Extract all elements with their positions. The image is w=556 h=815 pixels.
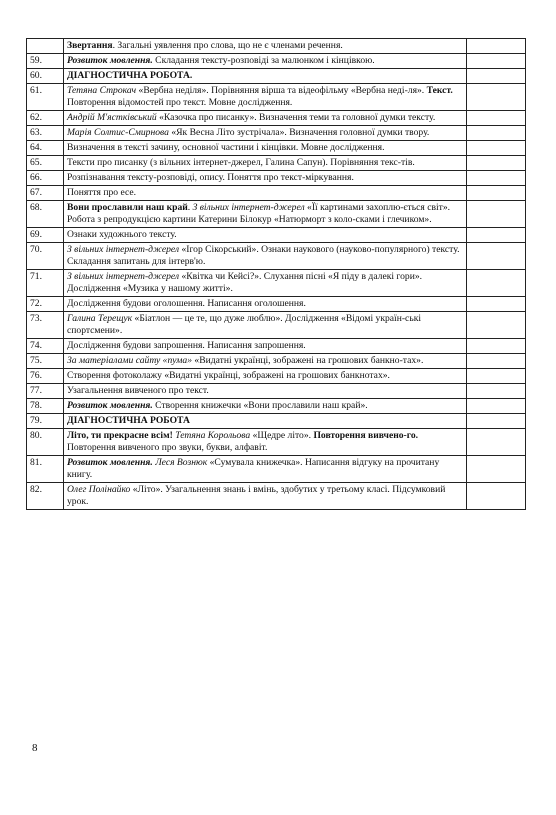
page-number: 8 (32, 742, 38, 754)
table-row (27, 156, 526, 171)
lesson-number: 81. (27, 456, 64, 483)
table-row (27, 243, 526, 270)
lesson-number: 78. (27, 399, 64, 414)
notes-cell (467, 297, 526, 312)
topic-text-segment: «Видатні українці, зображені на грошових банкно-тах». (192, 355, 424, 366)
lesson-topic (64, 228, 467, 243)
table-row (27, 54, 526, 69)
topic-text-segment: З вільних інтернет-джерел (192, 202, 305, 213)
topic-text-segment: Дослідження будови запрошення. Написання запрошення. (67, 340, 306, 351)
table-row (27, 354, 526, 369)
topic-text-segment: Повторення вивченого про звуки, букви, алфавіт. (67, 442, 268, 453)
table-row (27, 84, 526, 111)
table-row (27, 483, 526, 510)
table-row (27, 456, 526, 483)
topic-text-segment: Дослідження будови оголошення. Написання оголошення. (67, 298, 306, 309)
topic-text-segment: . Загальні уявлення про слова, що не є членами речення. (112, 40, 343, 51)
lesson-number: 69. (27, 228, 64, 243)
lesson-topic (64, 369, 467, 384)
topic-text-segment: Розвиток мовлення. (67, 55, 153, 66)
topic-text-segment: Вони прославили наш край (67, 202, 188, 213)
table-row (27, 228, 526, 243)
table-row (27, 399, 526, 414)
topic-text-segment: Леся Вознюк (155, 457, 208, 468)
lesson-topic (64, 126, 467, 141)
lesson-number: 61. (27, 84, 64, 111)
topic-text-segment: Тексти про писанку (з вільних інтернет-джерел, Галина Сапун). Порівняння текс-тів. (67, 157, 415, 168)
topic-text-segment: ДІАГНОСТИЧНА РОБОТА (67, 415, 190, 426)
notes-cell (467, 111, 526, 126)
lesson-topic (64, 54, 467, 69)
notes-cell (467, 126, 526, 141)
table-row (27, 201, 526, 228)
topic-text-segment: Визначення в тексті зачину, основної частини і кінцівки. Мовне дослідження. (67, 142, 385, 153)
lesson-topic (64, 429, 467, 456)
lesson-number: 59. (27, 54, 64, 69)
lesson-number: 68. (27, 201, 64, 228)
notes-cell (467, 141, 526, 156)
table-row (27, 297, 526, 312)
topic-text-segment: Літо, ти прекрасне всім! (67, 430, 173, 441)
lesson-number: 63. (27, 126, 64, 141)
notes-cell (467, 414, 526, 429)
lesson-topic (64, 201, 467, 228)
topic-text-segment: З вільних інтернет-джерел (67, 244, 180, 255)
table-row (27, 171, 526, 186)
topic-text-segment: Поняття про есе. (67, 187, 136, 198)
table-row (27, 39, 526, 54)
topic-text-segment: Галина Терещук (67, 313, 133, 324)
topic-text-segment: «Щедре літо». (250, 430, 314, 441)
table-row (27, 141, 526, 156)
lesson-topic (64, 354, 467, 369)
lesson-number: 64. (27, 141, 64, 156)
notes-cell (467, 399, 526, 414)
topic-text-segment: Звертання (67, 40, 113, 51)
lesson-topic (64, 156, 467, 171)
topic-text-segment: . (187, 202, 193, 213)
notes-cell (467, 54, 526, 69)
lesson-number: 79. (27, 414, 64, 429)
topic-text-segment: «Квітка чи Кейсі?». Слухання пісні «Я піду в далекі гори». Дослідження «Музика у нашому житті». (67, 271, 423, 294)
topic-text-segment: «Як Весна Літо зустрічала». Визначення головної думки твору. (168, 127, 430, 138)
table-row (27, 111, 526, 126)
topic-text-segment: Створення фотоколажу «Видатні українці, зображені на грошових банкнотах». (67, 370, 390, 381)
notes-cell (467, 186, 526, 201)
notes-cell (467, 312, 526, 339)
lesson-topic (64, 384, 467, 399)
topic-text-segment: «Казочка про писанку». Визначення теми та головної думки тексту. (156, 112, 436, 123)
topic-text-segment: Створення книжечки «Вони прославили наш край». (152, 400, 368, 411)
notes-cell (467, 156, 526, 171)
notes-cell (467, 84, 526, 111)
topic-text-segment: Текст. (426, 85, 453, 96)
table-row (27, 339, 526, 354)
notes-cell (467, 243, 526, 270)
table-row (27, 126, 526, 141)
lesson-number: 66. (27, 171, 64, 186)
topic-text-segment: «Сумувала книжечка». Написання відгуку на прочитану книгу. (67, 457, 440, 480)
topic-text-segment: Повторення відомостей про текст. Мовне дослідження. (67, 97, 293, 108)
lesson-topic (64, 171, 467, 186)
lesson-number: 75. (27, 354, 64, 369)
topic-text-segment: Повторення вивчено-го. (313, 430, 419, 441)
topic-text-segment: Ознаки художнього тексту. (67, 229, 177, 240)
topic-text-segment: За матеріалами сайту «пума» (67, 355, 193, 366)
lesson-number: 60. (27, 69, 64, 84)
lesson-number (27, 39, 64, 54)
lesson-number: 82. (27, 483, 64, 510)
topic-text-segment: Олег Полінайко (67, 484, 131, 495)
lesson-number: 70. (27, 243, 64, 270)
table-row (27, 384, 526, 399)
table-row (27, 414, 526, 429)
table-row (27, 186, 526, 201)
notes-cell (467, 384, 526, 399)
topic-text-segment: Розвиток мовлення. (67, 400, 153, 411)
notes-cell (467, 39, 526, 54)
lesson-topic (64, 243, 467, 270)
lesson-number: 80. (27, 429, 64, 456)
table-row (27, 369, 526, 384)
notes-cell (467, 228, 526, 243)
topic-text-segment: ДІАГНОСТИЧНА РОБОТА. (67, 70, 193, 81)
table-row (27, 429, 526, 456)
topic-text-segment: Тетяна Строкач (67, 85, 137, 96)
topic-text-segment: «Її картинами захоплю-ється світ». Робота з репродукцією картини Катерини Білокур «Натюрморт з коло-сками і глечиком». (67, 202, 451, 225)
topic-text-segment: Розпізнавання тексту-розповіді, опису. Поняття про текст-міркування. (67, 172, 354, 183)
lesson-topic (64, 270, 467, 297)
lesson-topic (64, 456, 467, 483)
table-row (27, 69, 526, 84)
lesson-number: 71. (27, 270, 64, 297)
lesson-topic (64, 111, 467, 126)
notes-cell (467, 354, 526, 369)
lesson-topic (64, 141, 467, 156)
topic-text-segment: Узагальнення вивченого про текст. (67, 385, 209, 396)
topic-text-segment: «Вербна неділя». Порівняння вірша та відеофільму «Вербна неді-ля». (136, 85, 427, 96)
notes-cell (467, 171, 526, 186)
topic-text-segment: Розвиток мовлення. (67, 457, 153, 468)
topic-text-segment: Марія Солтис-Смирнова (67, 127, 169, 138)
topic-text-segment: Складання тексту-розповіді за малюнком і кінцівкою. (152, 55, 375, 66)
lesson-topic (64, 414, 467, 429)
notes-cell (467, 456, 526, 483)
lesson-number: 73. (27, 312, 64, 339)
lesson-number: 65. (27, 156, 64, 171)
table-row (27, 270, 526, 297)
notes-cell (467, 339, 526, 354)
notes-cell (467, 429, 526, 456)
lesson-number: 62. (27, 111, 64, 126)
lesson-plan-table (26, 38, 526, 510)
lesson-topic (64, 69, 467, 84)
topic-text-segment: Тетяна Корольова (175, 430, 251, 441)
lesson-number: 72. (27, 297, 64, 312)
lesson-topic (64, 339, 467, 354)
lesson-topic (64, 84, 467, 111)
topic-text-segment: З вільних інтернет-джерел (67, 271, 180, 282)
topic-text-segment: Андрій М'ястківський (67, 112, 157, 123)
topic-text-segment: «Ігор Сікорський». Ознаки наукового (науково-популярного) тексту. Складання запитань для інтерв'ю. (67, 244, 460, 267)
lesson-topic (64, 483, 467, 510)
lesson-number: 67. (27, 186, 64, 201)
lesson-number: 77. (27, 384, 64, 399)
lesson-topic (64, 39, 467, 54)
notes-cell (467, 483, 526, 510)
topic-text-segment: «Літо». Узагальнення знань і вмінь, здобутих у третьому класі. Підсумковий урок. (67, 484, 446, 507)
lesson-topic (64, 312, 467, 339)
notes-cell (467, 369, 526, 384)
notes-cell (467, 69, 526, 84)
lesson-topic (64, 297, 467, 312)
table-row (27, 312, 526, 339)
lesson-topic (64, 399, 467, 414)
lesson-number: 74. (27, 339, 64, 354)
notes-cell (467, 270, 526, 297)
lesson-topic (64, 186, 467, 201)
notes-cell (467, 201, 526, 228)
topic-text-segment: «Біатлон — це те, що дуже люблю». Дослідження «Відомі україн-ські спортсмени». (67, 313, 422, 336)
lesson-number: 76. (27, 369, 64, 384)
